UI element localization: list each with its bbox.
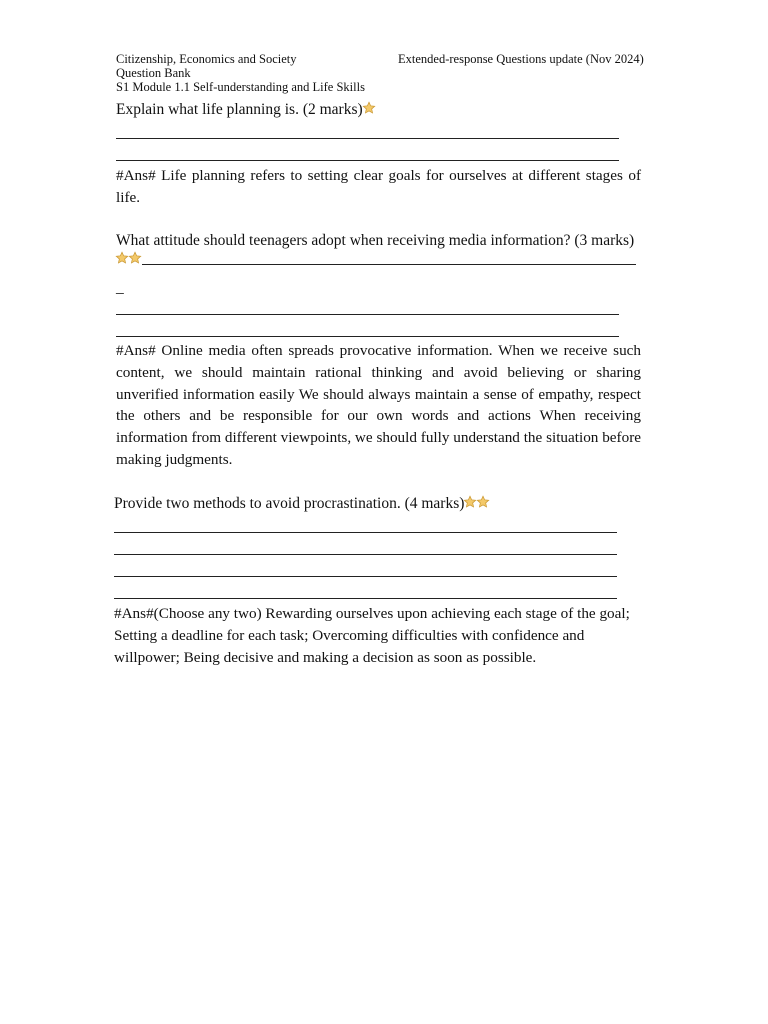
star-icon — [115, 251, 129, 265]
answer-line[interactable] — [116, 160, 619, 161]
module-title: S1 Module 1.1 Self-understanding and Life Skills — [116, 80, 365, 94]
question-bank-label: Question Bank — [116, 66, 191, 80]
subject-title: Citizenship, Economics and Society — [116, 52, 297, 66]
question-2-stars-row — [116, 250, 636, 270]
star-icon — [362, 101, 376, 115]
answer-line[interactable] — [114, 554, 617, 555]
answer-line[interactable] — [116, 138, 619, 139]
star-icon — [128, 251, 142, 265]
star-icon — [463, 495, 477, 509]
answer-3: #Ans#(Choose any two) Rewarding ourselves upon achieving each stage of the goal; Setting a deadline for each task; Overcoming difficulties with confidence and willpower; Being decisive and making a decision as soon as possible. — [114, 605, 630, 666]
answer-1: #Ans# Life planning refers to setting clear goals for ourselves at different stages of life. — [116, 167, 641, 206]
stray-underscore: _ — [116, 279, 124, 296]
question-1 — [116, 100, 376, 120]
star-icon — [476, 495, 490, 509]
question-3 — [114, 494, 490, 514]
answer-line[interactable] — [114, 532, 617, 533]
answer-line[interactable] — [116, 336, 619, 337]
answer-2: #Ans# Online media often spreads provocative information. When we receive such content, we should maintain rational thinking and avoid believing or sharing unverified information easily We should always maintain a sense of empathy, respect the others and be responsible for our own words and actions When receiving information from different viewpoints, we should fully understand the situation before making judgments. — [116, 342, 641, 468]
answer-line[interactable] — [114, 598, 617, 599]
question-2-text: What attitude should teenagers adopt when receiving media information? (3 marks) — [116, 232, 635, 249]
answer-line[interactable] — [116, 314, 619, 315]
answer-line[interactable] — [142, 250, 636, 265]
question-3-text: Provide two methods to avoid procrastination. (4 marks) — [114, 495, 465, 512]
answer-line[interactable] — [114, 576, 617, 577]
update-note: Extended-response Questions update (Nov 2024) — [398, 52, 644, 66]
question-1-text: Explain what life planning is. (2 marks) — [116, 101, 363, 118]
